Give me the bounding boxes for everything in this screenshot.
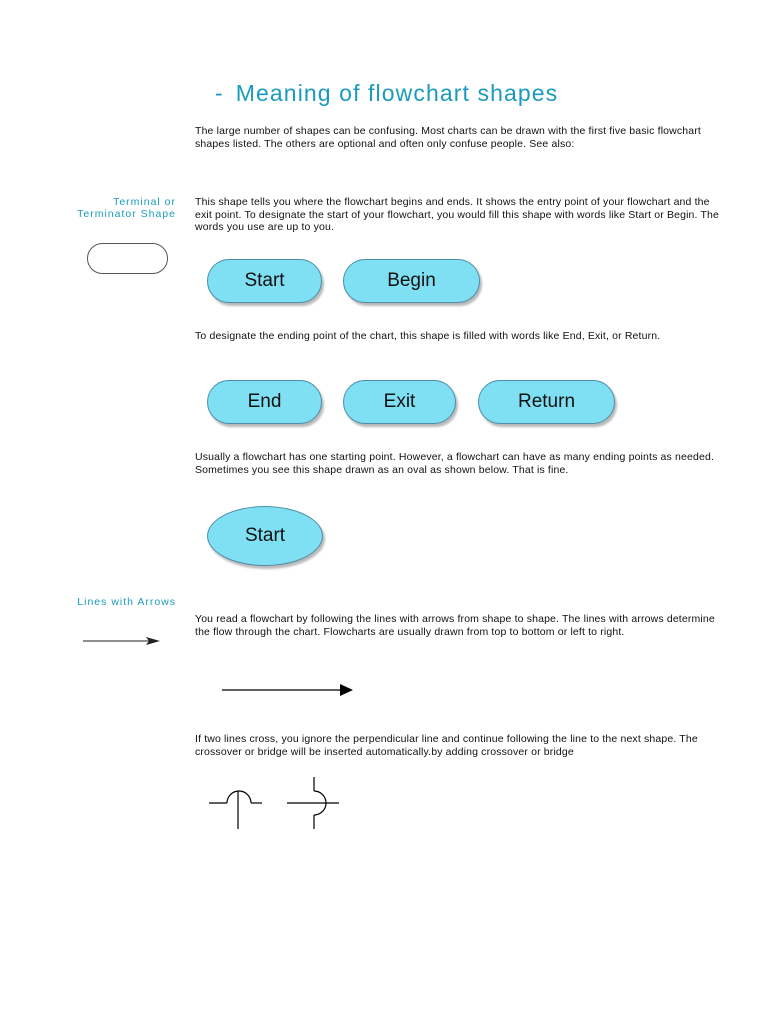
- return-terminal-shape: Return: [478, 380, 615, 424]
- terminal-label-line2: Terminator Shape: [77, 208, 176, 220]
- start-oval-shape: Start: [207, 506, 323, 566]
- title-text: Meaning of flowchart shapes: [235, 80, 559, 106]
- lines-section-label: Lines with Arrows: [77, 596, 176, 608]
- bridge-crossover-icon: [205, 775, 265, 833]
- crossover-description: If two lines cross, you ignore the perpendicular line and continue following the line to the next shape. The crossover or bridge will be inserted automatically.by adding crossover or bridge: [195, 733, 698, 758]
- terminator-shape-icon: [87, 243, 168, 274]
- begin-terminal-shape: Begin: [343, 259, 480, 303]
- lines-description: You read a flowchart by following the lines with arrows from shape to shape. The lines with arrows determine the flow through the chart. Flowcharts are usually drawn from top to bottom or left to right.: [195, 613, 715, 638]
- ending-description: To designate the ending point of the chart, this shape is filled with words like End, Exit, or Return.: [195, 330, 661, 342]
- intro-paragraph: The large number of shapes can be confusing. Most charts can be drawn with the first five basic flowchart shapes listed. The others are optional and often only confuse people. See also:: [195, 125, 701, 150]
- end-terminal-shape: End: [207, 380, 322, 424]
- vertical-bridge-crossover-icon: [284, 775, 344, 833]
- title-dash: -: [215, 80, 224, 106]
- start-terminal-shape: Start: [207, 259, 322, 303]
- terminal-description: This shape tells you where the flowchart begins and ends. It shows the entry point of your flowchart and the exit point. To designate the start of your flowchart, you would fill this shape with words like Start or Begin. The words you use are up to you.: [195, 196, 720, 233]
- terminal-label-line1: Terminal or: [113, 196, 176, 208]
- flow-arrow-example: [220, 682, 355, 698]
- exit-terminal-shape: Exit: [343, 380, 456, 424]
- terminal-section-label: [77, 196, 176, 220]
- page-title: [215, 80, 558, 107]
- oval-description: Usually a flowchart has one starting point. However, a flowchart can have as many ending points as needed. Sometimes you see this shape drawn as an oval as shown below. That is fine.: [195, 451, 715, 476]
- arrow-line-icon: [82, 634, 162, 648]
